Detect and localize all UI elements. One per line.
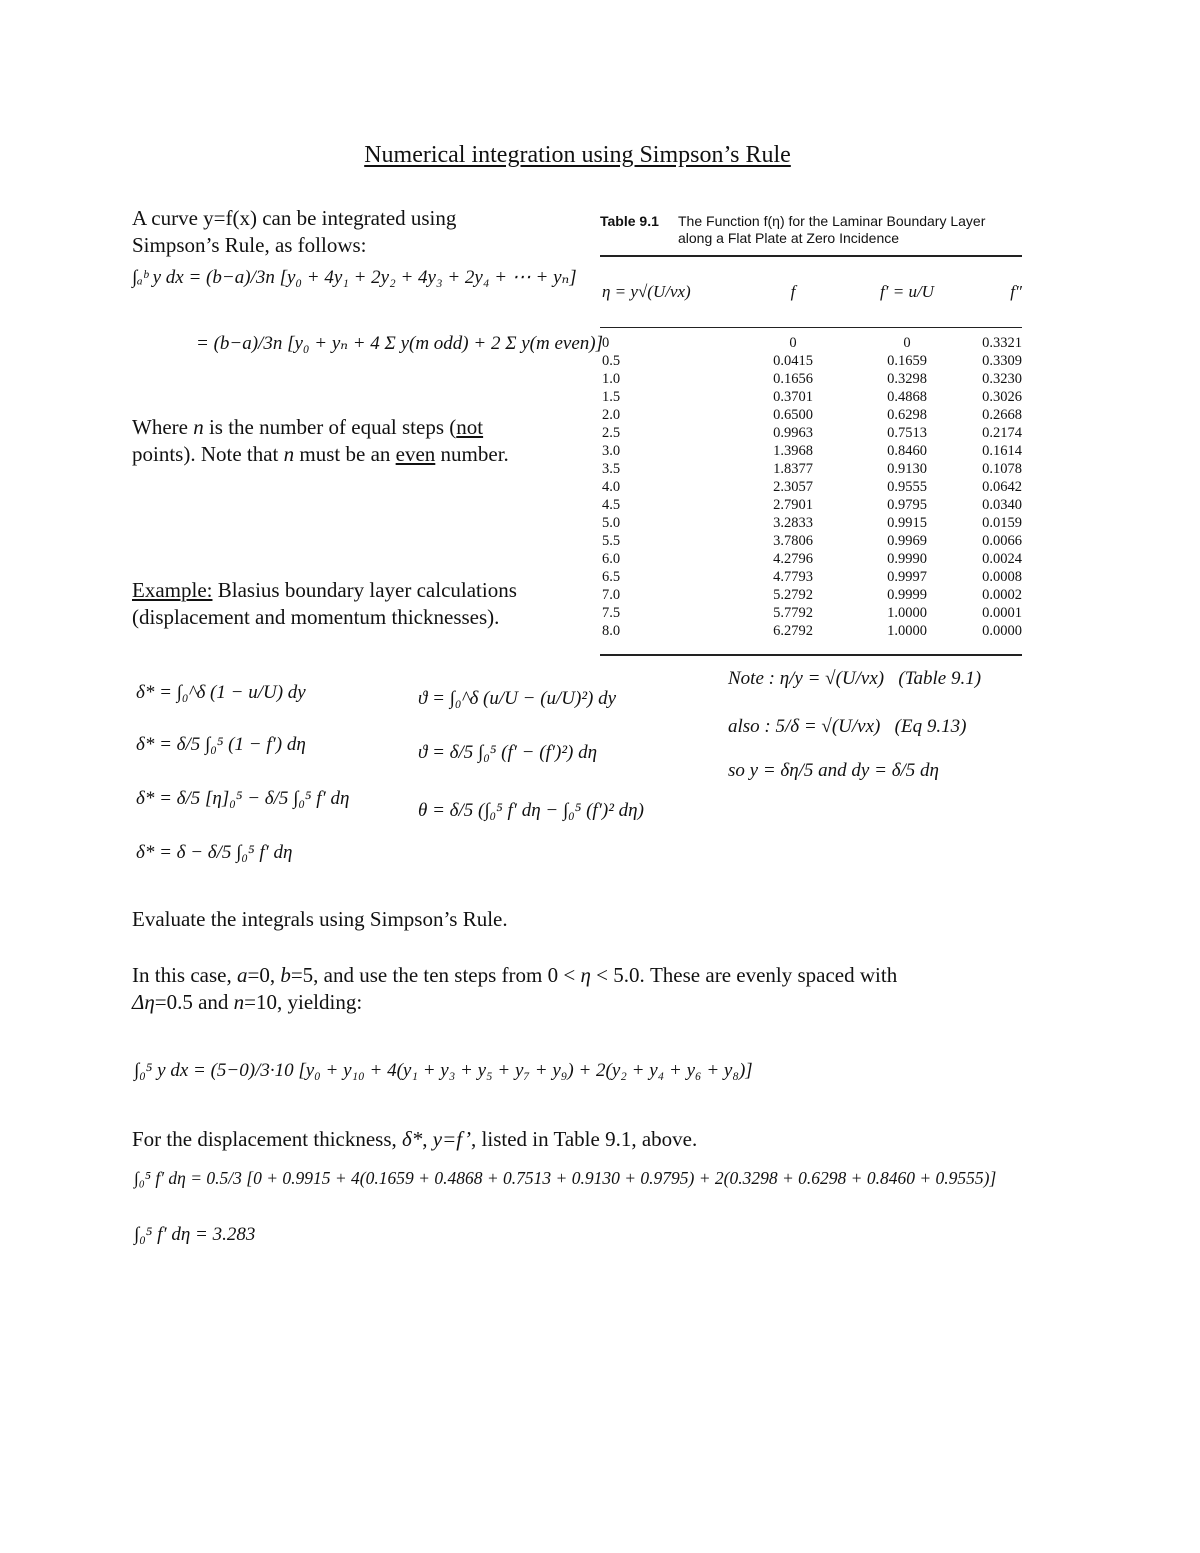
table-cell: 0.9997 <box>887 569 927 585</box>
table-cell: 2.0 <box>602 407 621 423</box>
table-row <box>600 550 1022 568</box>
table-cell: 4.7793 <box>773 569 813 585</box>
table-cell: 0.9915 <box>887 515 927 531</box>
table-cell: 0.1656 <box>773 371 813 387</box>
delta-eq-2: δ* = δ/5 ∫₀⁵ (1 − f′) dη <box>136 734 306 755</box>
table-header <box>600 257 1022 327</box>
theta-eq-3: θ = δ/5 (∫₀⁵ f′ dη − ∫₀⁵ (f′)² dη) <box>418 800 644 821</box>
table-row <box>600 622 1022 640</box>
table-cell: 5.2792 <box>773 587 813 603</box>
table-cell: 3.2833 <box>773 515 813 531</box>
table-row <box>600 352 1022 370</box>
delta-eq-4: δ* = δ − δ/5 ∫₀⁵ f′ dη <box>136 842 293 863</box>
table-cell: 5.0 <box>602 515 621 531</box>
table-cell: 0 <box>602 335 610 351</box>
example-text: Example: Blasius boundary layer calculations (displacement and momentum thicknesses). <box>132 578 517 629</box>
note-3: so y = δη/5 and dy = δ/5 dη <box>728 760 939 781</box>
table-caption <box>600 213 1022 247</box>
table-cell: 0.0642 <box>982 479 1022 495</box>
table-cell: 0.3230 <box>982 371 1022 387</box>
table-row <box>600 532 1022 550</box>
table-cell: 6.0 <box>602 551 621 567</box>
table-9-1 <box>600 213 1022 656</box>
table-row <box>600 388 1022 406</box>
header-f-prime: f′ = u/U <box>880 282 934 301</box>
table-cell: 1.0 <box>602 371 621 387</box>
delta-eq-1: δ* = ∫₀^δ (1 − u/U) dy <box>136 682 306 703</box>
evaluate-text: Evaluate the integrals using Simpson’s Rule. <box>132 907 508 931</box>
table-cell: 0.9795 <box>887 497 927 513</box>
table-number: Table 9.1 <box>600 213 659 229</box>
table-cell: 0.2174 <box>982 425 1022 441</box>
table-cell: 2.3057 <box>773 479 813 495</box>
theta-eq-2: ϑ = δ/5 ∫₀⁵ (f′ − (f′)²) dη <box>418 742 598 763</box>
table-cell: 0.9963 <box>773 425 813 441</box>
table-cell: 1.5 <box>602 389 621 405</box>
table-cell: 2.5 <box>602 425 621 441</box>
note-1: Note : η/y = √(U/νx) (Table 9.1) <box>728 668 982 689</box>
table-cell: 0 <box>903 335 911 351</box>
simpson-sum-formula: = (b−a)/3n [y₀ + yₙ + 4 Σ y(m odd) + 2 Σ y(m even)] <box>196 333 603 354</box>
table-cell: 1.8377 <box>773 461 813 477</box>
displacement-formula: ∫₀⁵ f′ dη = 0.5/3 [0 + 0.9915 + 4(0.1659 + 0.4868 + 0.7513 + 0.9130 + 0.9795) + 2(0.3298 + 0.6298 + 0.8460 + 0.9555)] <box>134 1168 997 1188</box>
intro-line-2: Simpson’s Rule, as follows: <box>132 233 367 257</box>
table-cell: 3.5 <box>602 461 621 477</box>
table-cell: 0.1614 <box>982 443 1022 459</box>
simpson-general-formula: ∫ₐᵇ y dx = (b−a)/3n [y₀ + 4y₁ + 2y₂ + 4y₃ + 2y₄ + ⋯ + yₙ] <box>132 267 577 288</box>
example-label: Example: <box>132 578 213 602</box>
delta-eq-3: δ* = δ/5 [η]₀⁵ − δ/5 ∫₀⁵ f′ dη <box>136 788 350 809</box>
table-cell: 0.3701 <box>773 389 813 405</box>
table-cell: 0.9999 <box>887 587 927 603</box>
header-f: f <box>790 282 796 301</box>
table-cell: 0 <box>789 335 797 351</box>
table-cell: 0.5 <box>602 353 621 369</box>
table-cell: 0.0008 <box>982 569 1022 585</box>
header-f-double-prime: f″ <box>1010 282 1022 301</box>
table-cell: 0.3321 <box>982 335 1022 351</box>
table-cell: 0.0002 <box>982 587 1022 603</box>
table-bottom-rule <box>600 654 1022 656</box>
table-cell: 0.9130 <box>887 461 927 477</box>
table-cell: 1.0000 <box>887 623 927 639</box>
table-cell: 5.7792 <box>773 605 813 621</box>
table-cell: 0.6298 <box>887 407 927 423</box>
table-cell: 7.5 <box>602 605 621 621</box>
table-cell: 0.0066 <box>982 533 1022 549</box>
table-cell: 0.1078 <box>982 461 1022 477</box>
table-cell: 3.7806 <box>773 533 813 549</box>
table-cell: 4.5 <box>602 497 621 513</box>
table-cell: 6.5 <box>602 569 621 585</box>
table-cell: 2.7901 <box>773 497 813 513</box>
table-row <box>600 568 1022 586</box>
table-cell: 0.9990 <box>887 551 927 567</box>
table-cell: 6.2792 <box>773 623 813 639</box>
table-cell: 1.0000 <box>887 605 927 621</box>
note-2: also : 5/δ = √(U/νx) (Eq 9.13) <box>728 716 967 737</box>
page-title: Numerical integration using Simpson’s Rule <box>364 142 791 168</box>
table-cell: 0.3298 <box>887 371 927 387</box>
table-cell: 0.2668 <box>982 407 1022 423</box>
table-row <box>600 514 1022 532</box>
table-row <box>600 478 1022 496</box>
table-cell: 0.6500 <box>773 407 813 423</box>
table-cell: 0.0415 <box>773 353 813 369</box>
table-row <box>600 406 1022 424</box>
table-cell: 7.0 <box>602 587 621 603</box>
table-row <box>600 370 1022 388</box>
displacement-result: ∫₀⁵ f′ dη = 3.283 <box>134 1224 256 1245</box>
table-row <box>600 460 1022 478</box>
table-row <box>600 496 1022 514</box>
table-row <box>600 604 1022 622</box>
table-cell: 0.7513 <box>887 425 927 441</box>
table-row <box>600 334 1022 352</box>
table-row <box>600 442 1022 460</box>
table-cell: 4.0 <box>602 479 621 495</box>
table-cell: 0.3026 <box>982 389 1022 405</box>
table-cell: 4.2796 <box>773 551 813 567</box>
table-cell: 0.3309 <box>982 353 1022 369</box>
table-cell: 1.3968 <box>773 443 813 459</box>
table-cell: 0.0340 <box>982 497 1022 513</box>
table-cell: 0.0000 <box>982 623 1022 639</box>
case-text: In this case, a=0, b=5, and use the ten steps from 0 < η < 5.0. These are evenly spaced with Δη=0.5 and n=10, yielding: <box>132 963 898 1014</box>
where-text: Where n is the number of equal steps (not points). Note that n must be an even number. <box>132 415 509 466</box>
table-cell: 0.0001 <box>982 605 1022 621</box>
table-row <box>600 586 1022 604</box>
table-title-line-2: along a Flat Plate at Zero Incidence <box>678 230 900 246</box>
table-body <box>600 328 1022 646</box>
table-cell: 8.0 <box>602 623 621 639</box>
simpson-case-formula: ∫₀⁵ y dx = (5−0)/3·10 [y₀ + y₁₀ + 4(y₁ + y₃ + y₅ + y₇ + y₉) + 2(y₂ + y₄ + y₆ + y₈)] <box>134 1060 753 1081</box>
table-cell: 3.0 <box>602 443 621 459</box>
table-cell: 0.0024 <box>982 551 1022 567</box>
table-cell: 0.8460 <box>887 443 927 459</box>
intro-line-1: A curve y=f(x) can be integrated using <box>132 206 457 230</box>
table-cell: 0.9969 <box>887 533 927 549</box>
table-cell: 0.1659 <box>887 353 927 369</box>
table-cell: 0.9555 <box>887 479 927 495</box>
table-cell: 0.0159 <box>982 515 1022 531</box>
table-cell: 5.5 <box>602 533 621 549</box>
displacement-text: For the displacement thickness, δ*, y=f’, listed in Table 9.1, above. <box>132 1127 698 1151</box>
intro-text <box>132 205 456 259</box>
theta-eq-1: ϑ = ∫₀^δ (u/U − (u/U)²) dy <box>418 688 617 709</box>
table-cell: 0.4868 <box>887 389 927 405</box>
header-eta: η = y√(U/νx) <box>602 282 691 301</box>
table-title-line-1: The Function f(η) for the Laminar Boundary Layer <box>678 213 986 229</box>
table-row <box>600 424 1022 442</box>
